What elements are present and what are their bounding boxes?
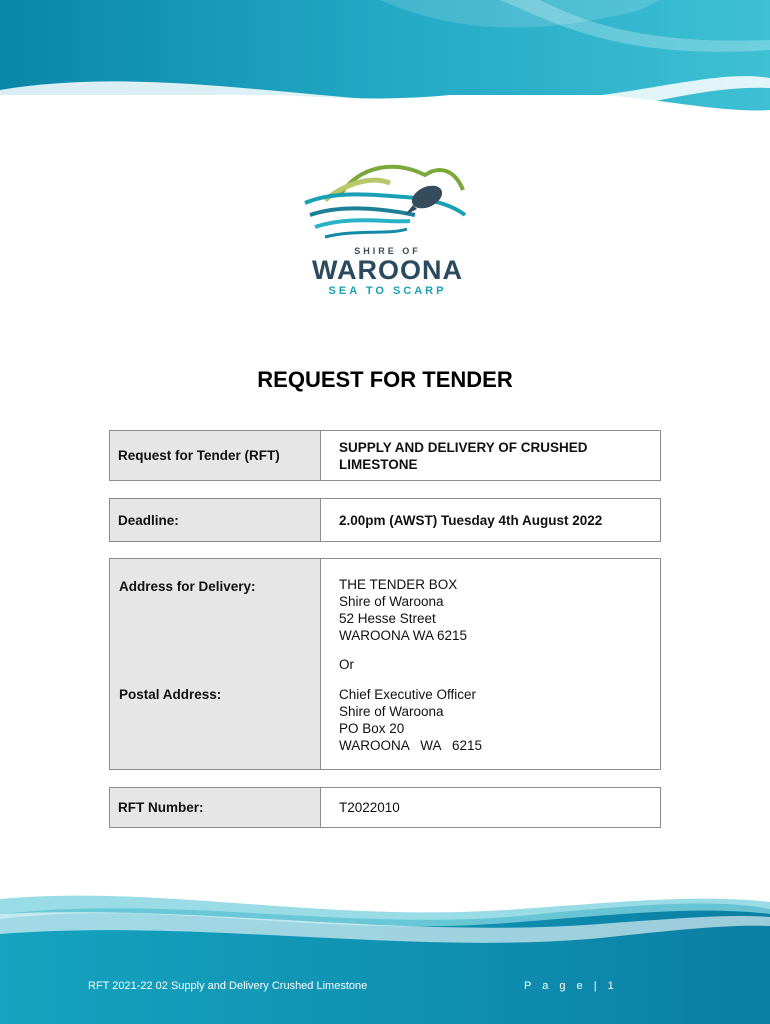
address-values-cell [321,559,661,770]
address-table [109,558,661,770]
address-labels-cell [110,559,321,770]
deadline-table [109,498,661,542]
logo-shire-of: SHIRE OF [354,246,421,256]
rft-number-table [109,787,661,828]
delivery-address-label: Address for Delivery: [119,579,256,594]
footer-document-reference: RFT 2021-22 02 Supply and Delivery Crushed Limestone [88,980,368,992]
delivery-line-1: THE TENDER BOX [339,577,458,592]
postal-line-1: Chief Executive Officer [339,687,477,702]
delivery-line-3: 52 Hesse Street [339,611,436,626]
rft-number-value: T2022010 [321,788,661,828]
rft-value [321,431,661,481]
delivery-line-2: Shire of Waroona [339,594,444,609]
postal-line-2: Shire of Waroona [339,704,444,719]
rft-label: Request for Tender (RFT) [110,431,321,481]
logo-tagline: SEA TO SCARP [328,285,447,297]
logo-organisation-name: WAROONA [312,255,463,285]
header-wave-graphic [0,0,770,150]
footer-wave-graphic [0,884,770,1024]
document-title: REQUEST FOR TENDER [257,367,513,392]
deadline-value: 2.00pm (AWST) Tuesday 4th August 2022 [321,499,661,542]
footer-page-number: P a g e | 1 [524,980,618,992]
postal-address-label: Postal Address: [119,687,222,702]
rft-title-table [109,430,661,481]
address-or-text: Or [339,657,354,672]
delivery-line-4: WAROONA WA 6215 [339,628,468,643]
postal-line-3: PO Box 20 [339,721,405,736]
postal-line-4: WAROONA WA 6215 [339,738,483,753]
deadline-label: Deadline: [110,499,321,542]
rft-value-line-2: LIMESTONE [339,456,418,472]
rft-number-label: RFT Number: [110,788,321,828]
rft-value-line-1: SUPPLY AND DELIVERY OF CRUSHED [339,439,588,455]
